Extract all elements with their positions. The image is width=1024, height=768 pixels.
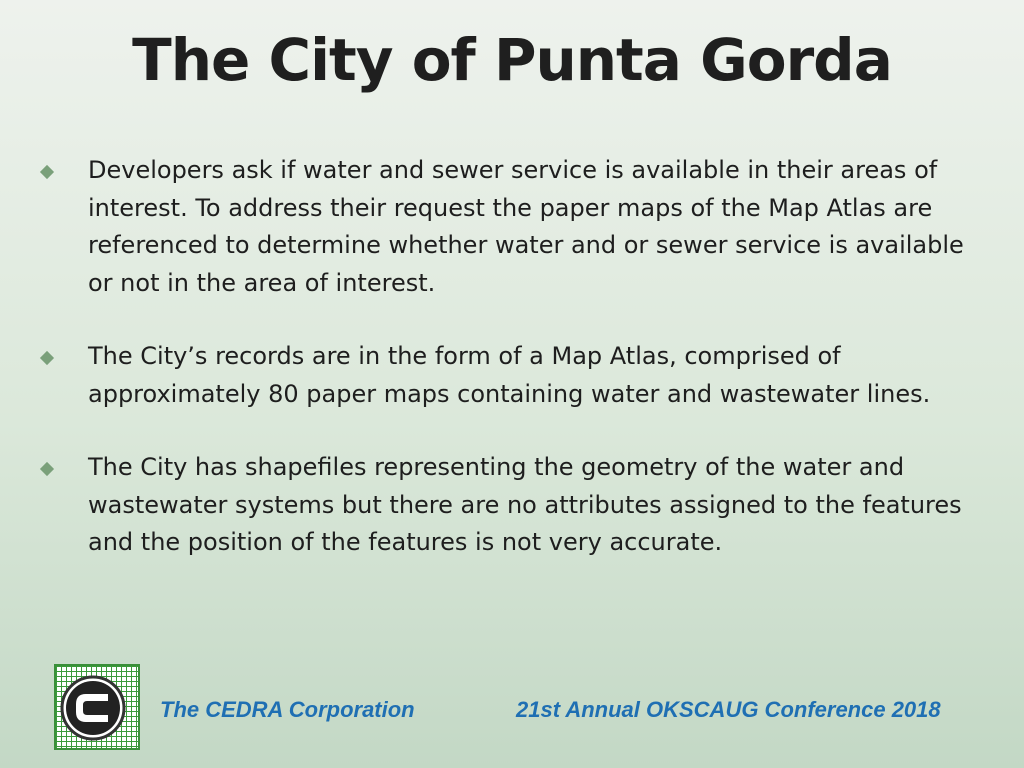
diamond-bullet-icon xyxy=(40,462,54,476)
cedra-logo-icon xyxy=(54,664,140,750)
bullet-text: The City has shapefiles representing the geometry of the water and wastewater systems but there are no attributes assigned to the features and the position of the features is not very accurate. xyxy=(88,453,962,556)
bullet-item xyxy=(38,449,988,562)
footer-company: The CEDRA Corporation xyxy=(160,697,415,722)
bullet-item xyxy=(38,338,988,413)
diamond-bullet-icon xyxy=(40,351,54,365)
footer-conference: 21st Annual OKSCAUG Conference 2018 xyxy=(516,697,941,722)
bullet-item xyxy=(38,152,988,302)
slide-title: The City of Punta Gorda xyxy=(132,26,892,94)
diamond-bullet-icon xyxy=(40,165,54,179)
bullet-list xyxy=(38,152,988,598)
bullet-text: The City’s records are in the form of a Map Atlas, comprised of approximately 80 paper maps containing water and wastewater lines. xyxy=(88,342,931,408)
bullet-text: Developers ask if water and sewer service is available in their areas of interest. To address their request the paper maps of the Map Atlas are referenced to determine whether water and or sewer service is available or not in the area of interest. xyxy=(88,156,964,297)
